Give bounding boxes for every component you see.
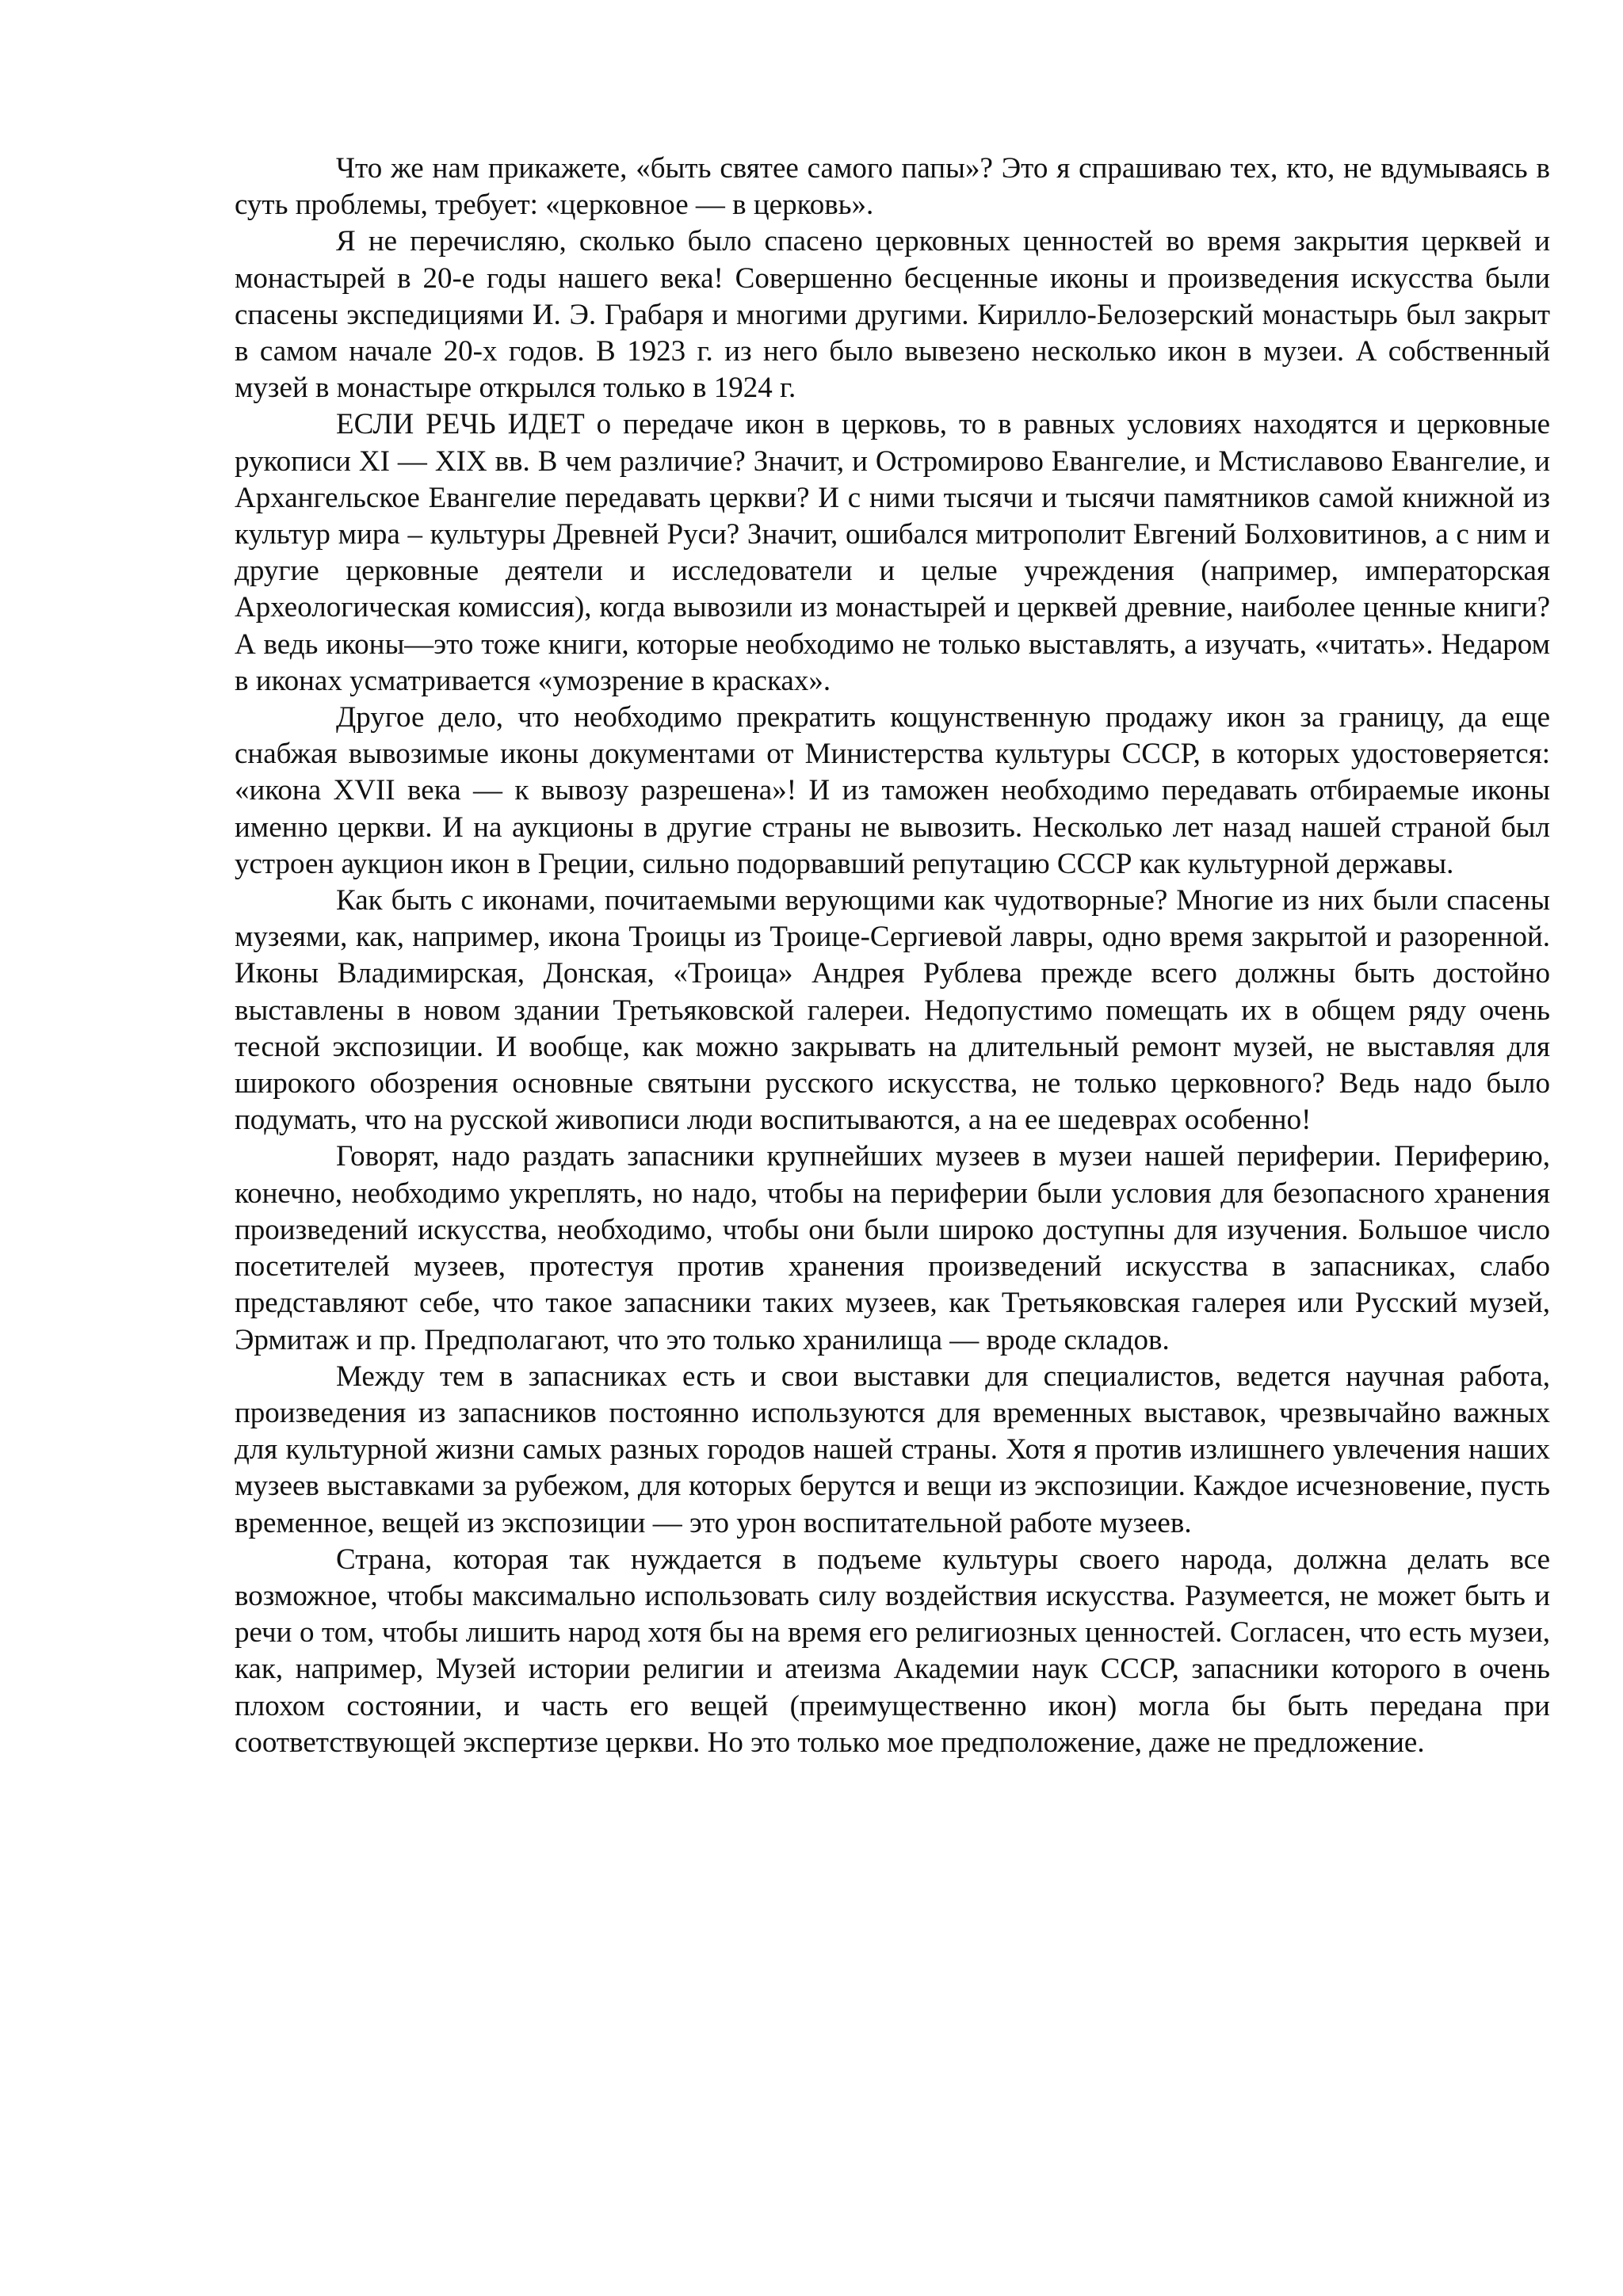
paragraph-3: ЕСЛИ РЕЧЬ ИДЕТ о передаче икон в церковь, то в равных условиях находятся и церковные рукописи XI — XIX вв. В чем различие? Значит, и Остромирово Евангелие, и Мстиславово Евангелие, и Архангельское Евангелие передавать церкви? И с ними тысячи и тысячи памятников самой книжной из культур мира – культуры Древней Руси? Значит, ошибался митрополит Евгений Болховитинов, а с ним и другие церковные деятели и исследователи и целые учреждения (например, императорская Археологическая комиссия), когда вывозили из монастырей и церквей древние, наиболее ценные книги? А ведь иконы—это тоже книги, которые необходимо не только выставлять, а изучать, «читать». Недаром в иконах усматривается «умозрение в красках». <box>235 408 1550 697</box>
paragraph-7: Между тем в запасниках есть и свои выставки для специалистов, ведется научная работа, произведения из запасников постоянно используются для временных выставок, чрезвычайно важных для культурной жизни самых разных городов нашей страны. Хотя я против излишнего увлечения наших музеев выставками за рубежом, для которых берутся и вещи из экспозиции. Каждое исчезновение, пусть временное, вещей из экспозиции — это урон воспитательной работе музеев. <box>235 1360 1550 1539</box>
paragraph-4: Другое дело, что необходимо прекратить кощунственную продажу икон за границу, да еще снабжая вывозимые иконы документами от Министерства культуры СССР, в которых удостоверяется: «икона XVII века — к вывозу разрешена»! И из таможен необходимо передавать отбираемые иконы именно церкви. И на аукционы в другие страны не вывозить. Несколько лет назад нашей страной был устроен аукцион икон в Греции, сильно подорвавший репутацию СССР как культурной державы. <box>235 701 1550 880</box>
document-page <box>235 151 1550 1761</box>
paragraph-8: Страна, которая так нуждается в подъеме культуры своего народа, должна делать все возможное, чтобы максимально использовать силу воздействия искусства. Разумеется, не может быть и речи о том, чтобы лишить народ хотя бы на время его религиозных ценностей. Согласен, что есть музеи, как, например, Музей истории религии и атеизма Академии наук СССР, запасники которого в очень плохом состоянии, и часть его вещей (преимущественно икон) могла бы быть передана при соответствующей экспертизе церкви. Но это только мое предположение, даже не предложение. <box>235 1543 1550 1759</box>
paragraph-2: Я не перечисляю, сколько было спасено церковных ценностей во время закрытия церквей и монастырей в 20-е годы нашего века! Совершенно бесценные иконы и произведения искусства были спасены экспедициями И. Э. Грабаря и многими другими. Кирилло-Белозерский монастырь был закрыт в самом начале 20-х годов. В 1923 г. из него было вывезено несколько икон в музеи. А собственный музей в монастыре открылся только в 1924 г. <box>235 225 1550 405</box>
paragraph-1: Что же нам прикажете, «быть святее самого папы»? Это я спрашиваю тех, кто, не вдумываясь в суть проблемы, требует: «церковное — в церковь». <box>235 152 1550 222</box>
paragraph-5: Как быть с иконами, почитаемыми верующими как чудотворные? Многие из них были спасены музеями, как, например, икона Троицы из Троице-Сергиевой лавры, одно время закрытой и разоренной. Иконы Владимирская, Донская, «Троица» Андрея Рублева прежде всего должны быть достойно выставлены в новом здании Третьяковской галереи. Недопустимо помещать их в общем ряду очень тесной экспозиции. И вообще, как можно закрывать на длительный ремонт музей, не выставляя для широкого обозрения основные святыни русского искусства, не только церковного? Ведь надо было подумать, что на русской живописи люди воспитываются, а на ее шедеврах особенно! <box>235 884 1550 1137</box>
paragraph-6: Говорят, надо раздать запасники крупнейших музеев в музеи нашей периферии. Периферию, конечно, необходимо укреплять, но надо, чтобы на периферии были условия для безопасного хранения произведений искусства, необходимо, чтобы они были широко доступны для изучения. Большое число посетителей музеев, протестуя против хранения произведений искусства в запасниках, слабо представляют себе, что такое запасники таких музеев, как Третьяковская галерея или Русский музей, Эрмитаж и пр. Предполагают, что это только хранилища — вроде складов. <box>235 1140 1550 1356</box>
